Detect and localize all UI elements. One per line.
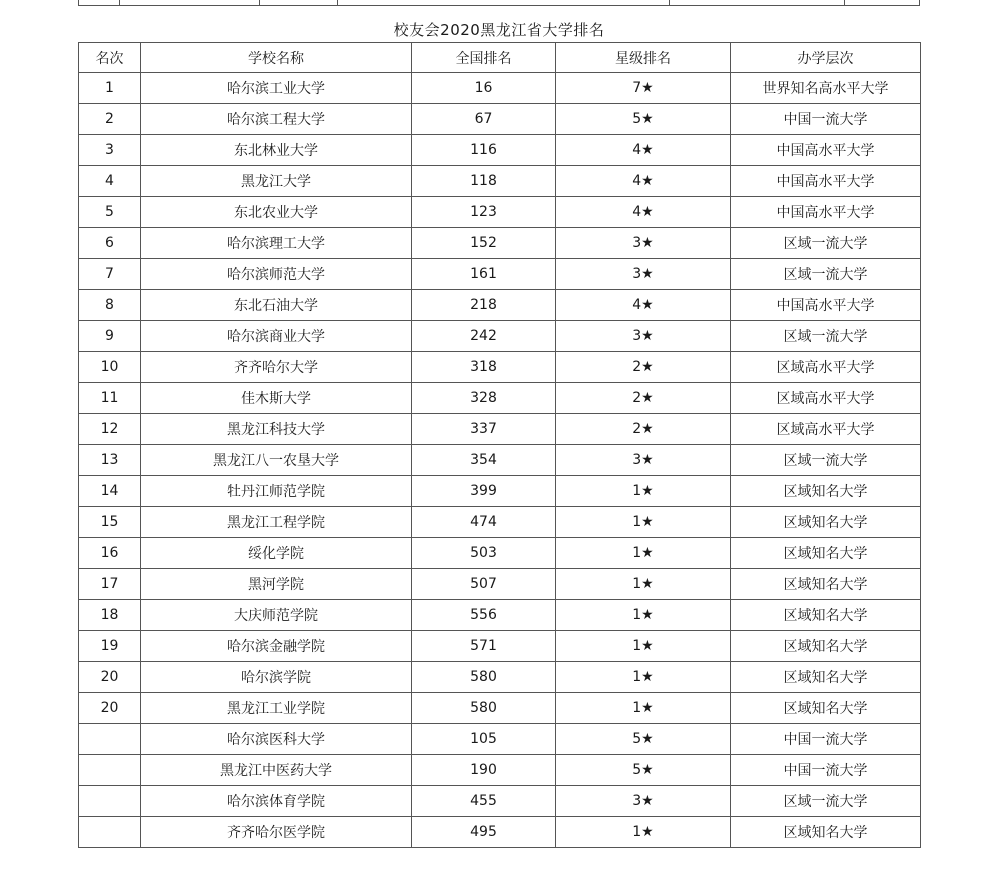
table-row <box>79 631 921 662</box>
header-star-rating: 星级排名 <box>556 43 731 73</box>
cell-school-level: 区域一流大学 <box>731 786 921 817</box>
column-divider <box>119 0 120 6</box>
cell-star-rating: 4★ <box>556 166 731 197</box>
cell-rank: 2 <box>79 104 141 135</box>
cell-star-rating: 1★ <box>556 631 731 662</box>
cell-school-level: 中国一流大学 <box>731 755 921 786</box>
header-national-rank: 全国排名 <box>412 43 556 73</box>
table-row <box>79 507 921 538</box>
cell-school-level: 世界知名高水平大学 <box>731 73 921 104</box>
cell-national-rank: 354 <box>412 445 556 476</box>
cell-school-level: 区域一流大学 <box>731 228 921 259</box>
cell-school-level: 区域知名大学 <box>731 538 921 569</box>
cell-school-level: 中国高水平大学 <box>731 290 921 321</box>
cell-school-level: 区域高水平大学 <box>731 414 921 445</box>
cell-national-rank: 118 <box>412 166 556 197</box>
cell-rank <box>79 817 141 848</box>
cell-school-name: 黑龙江中医药大学 <box>141 755 412 786</box>
table-row <box>79 569 921 600</box>
cell-school-name: 哈尔滨工业大学 <box>141 73 412 104</box>
table-row <box>79 600 921 631</box>
cell-star-rating: 1★ <box>556 693 731 724</box>
cell-school-name: 黑龙江八一农垦大学 <box>141 445 412 476</box>
column-divider <box>669 0 670 6</box>
cell-national-rank: 105 <box>412 724 556 755</box>
cell-rank: 9 <box>79 321 141 352</box>
header-school-level: 办学层次 <box>731 43 921 73</box>
cell-school-name: 哈尔滨工程大学 <box>141 104 412 135</box>
header-rank: 名次 <box>79 43 141 73</box>
cell-school-level: 中国高水平大学 <box>731 166 921 197</box>
cell-school-level: 区域高水平大学 <box>731 383 921 414</box>
cell-star-rating: 1★ <box>556 538 731 569</box>
cell-national-rank: 455 <box>412 786 556 817</box>
cell-rank: 5 <box>79 197 141 228</box>
cell-star-rating: 2★ <box>556 383 731 414</box>
table-row <box>79 352 921 383</box>
cell-rank: 13 <box>79 445 141 476</box>
cell-national-rank: 571 <box>412 631 556 662</box>
cell-rank: 12 <box>79 414 141 445</box>
cell-national-rank: 337 <box>412 414 556 445</box>
table-body <box>79 73 921 848</box>
cell-national-rank: 328 <box>412 383 556 414</box>
cell-rank: 6 <box>79 228 141 259</box>
cell-school-level: 区域知名大学 <box>731 569 921 600</box>
cell-school-level: 区域知名大学 <box>731 662 921 693</box>
table-row <box>79 538 921 569</box>
cell-school-level: 区域一流大学 <box>731 259 921 290</box>
table-row <box>79 786 921 817</box>
cell-star-rating: 3★ <box>556 259 731 290</box>
table-row <box>79 817 921 848</box>
cell-national-rank: 123 <box>412 197 556 228</box>
table-row <box>79 445 921 476</box>
ranking-table <box>78 42 921 848</box>
cell-school-level: 中国一流大学 <box>731 724 921 755</box>
cell-national-rank: 495 <box>412 817 556 848</box>
table-row <box>79 73 921 104</box>
cell-star-rating: 1★ <box>556 476 731 507</box>
cell-school-name: 绥化学院 <box>141 538 412 569</box>
header-row <box>79 43 921 73</box>
cell-star-rating: 2★ <box>556 352 731 383</box>
cell-national-rank: 242 <box>412 321 556 352</box>
cell-school-name: 黑龙江大学 <box>141 166 412 197</box>
table-row <box>79 104 921 135</box>
cell-school-level: 区域知名大学 <box>731 693 921 724</box>
cell-rank: 14 <box>79 476 141 507</box>
cell-school-level: 区域知名大学 <box>731 476 921 507</box>
cell-school-name: 哈尔滨商业大学 <box>141 321 412 352</box>
cell-school-level: 区域一流大学 <box>731 445 921 476</box>
cell-star-rating: 2★ <box>556 414 731 445</box>
table-row <box>79 755 921 786</box>
cell-national-rank: 67 <box>412 104 556 135</box>
cell-rank: 20 <box>79 662 141 693</box>
cell-school-name: 哈尔滨体育学院 <box>141 786 412 817</box>
cell-star-rating: 3★ <box>556 786 731 817</box>
cell-national-rank: 161 <box>412 259 556 290</box>
cell-star-rating: 1★ <box>556 569 731 600</box>
cell-rank: 1 <box>79 73 141 104</box>
cell-school-name: 黑龙江科技大学 <box>141 414 412 445</box>
cell-rank: 20 <box>79 693 141 724</box>
cell-national-rank: 507 <box>412 569 556 600</box>
cell-school-name: 齐齐哈尔大学 <box>141 352 412 383</box>
cell-star-rating: 1★ <box>556 817 731 848</box>
cell-star-rating: 7★ <box>556 73 731 104</box>
column-divider <box>259 0 260 6</box>
table-row <box>79 228 921 259</box>
cell-star-rating: 1★ <box>556 662 731 693</box>
cell-school-name: 黑龙江工业学院 <box>141 693 412 724</box>
cell-school-level: 中国一流大学 <box>731 104 921 135</box>
cell-school-name: 黑河学院 <box>141 569 412 600</box>
cell-rank <box>79 755 141 786</box>
table-row <box>79 290 921 321</box>
cell-school-level: 区域知名大学 <box>731 600 921 631</box>
cell-star-rating: 4★ <box>556 197 731 228</box>
table-title: 校友会2020黑龙江省大学排名 <box>393 21 605 39</box>
cell-school-level: 区域一流大学 <box>731 321 921 352</box>
table-row <box>79 197 921 228</box>
cell-school-level: 区域知名大学 <box>731 817 921 848</box>
cell-school-name: 齐齐哈尔医学院 <box>141 817 412 848</box>
cell-rank: 19 <box>79 631 141 662</box>
cell-school-level: 区域知名大学 <box>731 631 921 662</box>
cell-school-name: 黑龙江工程学院 <box>141 507 412 538</box>
cell-school-name: 哈尔滨医科大学 <box>141 724 412 755</box>
cell-national-rank: 152 <box>412 228 556 259</box>
cell-rank: 4 <box>79 166 141 197</box>
cell-school-name: 哈尔滨金融学院 <box>141 631 412 662</box>
column-divider <box>337 0 338 6</box>
table-row <box>79 662 921 693</box>
table-row <box>79 135 921 166</box>
cell-star-rating: 5★ <box>556 755 731 786</box>
cell-school-name: 东北林业大学 <box>141 135 412 166</box>
cell-school-level: 区域高水平大学 <box>731 352 921 383</box>
cell-school-name: 大庆师范学院 <box>141 600 412 631</box>
cell-rank: 15 <box>79 507 141 538</box>
previous-table-edge <box>78 0 920 6</box>
table-row <box>79 476 921 507</box>
cell-school-name: 东北农业大学 <box>141 197 412 228</box>
cell-rank <box>79 724 141 755</box>
cell-school-level: 中国高水平大学 <box>731 197 921 228</box>
cell-star-rating: 5★ <box>556 724 731 755</box>
table-row <box>79 321 921 352</box>
cell-national-rank: 580 <box>412 662 556 693</box>
cell-star-rating: 5★ <box>556 104 731 135</box>
cell-national-rank: 218 <box>412 290 556 321</box>
cell-school-level: 区域知名大学 <box>731 507 921 538</box>
cell-national-rank: 474 <box>412 507 556 538</box>
table-row <box>79 693 921 724</box>
cell-school-name: 哈尔滨师范大学 <box>141 259 412 290</box>
cell-star-rating: 4★ <box>556 135 731 166</box>
table-row <box>79 166 921 197</box>
cell-star-rating: 3★ <box>556 321 731 352</box>
cell-star-rating: 1★ <box>556 507 731 538</box>
cell-rank: 3 <box>79 135 141 166</box>
cell-star-rating: 1★ <box>556 600 731 631</box>
cell-national-rank: 16 <box>412 73 556 104</box>
cell-school-level: 中国高水平大学 <box>731 135 921 166</box>
table-row <box>79 259 921 290</box>
cell-rank: 16 <box>79 538 141 569</box>
cell-star-rating: 4★ <box>556 290 731 321</box>
table-row <box>79 414 921 445</box>
header-school-name: 学校名称 <box>141 43 412 73</box>
cell-school-name: 佳木斯大学 <box>141 383 412 414</box>
table-row <box>79 724 921 755</box>
cell-national-rank: 556 <box>412 600 556 631</box>
table-header <box>79 43 921 73</box>
cell-school-name: 哈尔滨学院 <box>141 662 412 693</box>
cell-school-name: 哈尔滨理工大学 <box>141 228 412 259</box>
cell-rank: 17 <box>79 569 141 600</box>
cell-rank: 8 <box>79 290 141 321</box>
cell-rank: 10 <box>79 352 141 383</box>
cell-star-rating: 3★ <box>556 445 731 476</box>
column-divider <box>844 0 845 6</box>
cell-school-name: 东北石油大学 <box>141 290 412 321</box>
cell-star-rating: 3★ <box>556 228 731 259</box>
cell-rank <box>79 786 141 817</box>
cell-national-rank: 503 <box>412 538 556 569</box>
cell-national-rank: 580 <box>412 693 556 724</box>
cell-national-rank: 318 <box>412 352 556 383</box>
cell-national-rank: 116 <box>412 135 556 166</box>
cell-national-rank: 190 <box>412 755 556 786</box>
cell-rank: 11 <box>79 383 141 414</box>
cell-national-rank: 399 <box>412 476 556 507</box>
cell-rank: 7 <box>79 259 141 290</box>
table-row <box>79 383 921 414</box>
cell-school-name: 牡丹江师范学院 <box>141 476 412 507</box>
cell-rank: 18 <box>79 600 141 631</box>
